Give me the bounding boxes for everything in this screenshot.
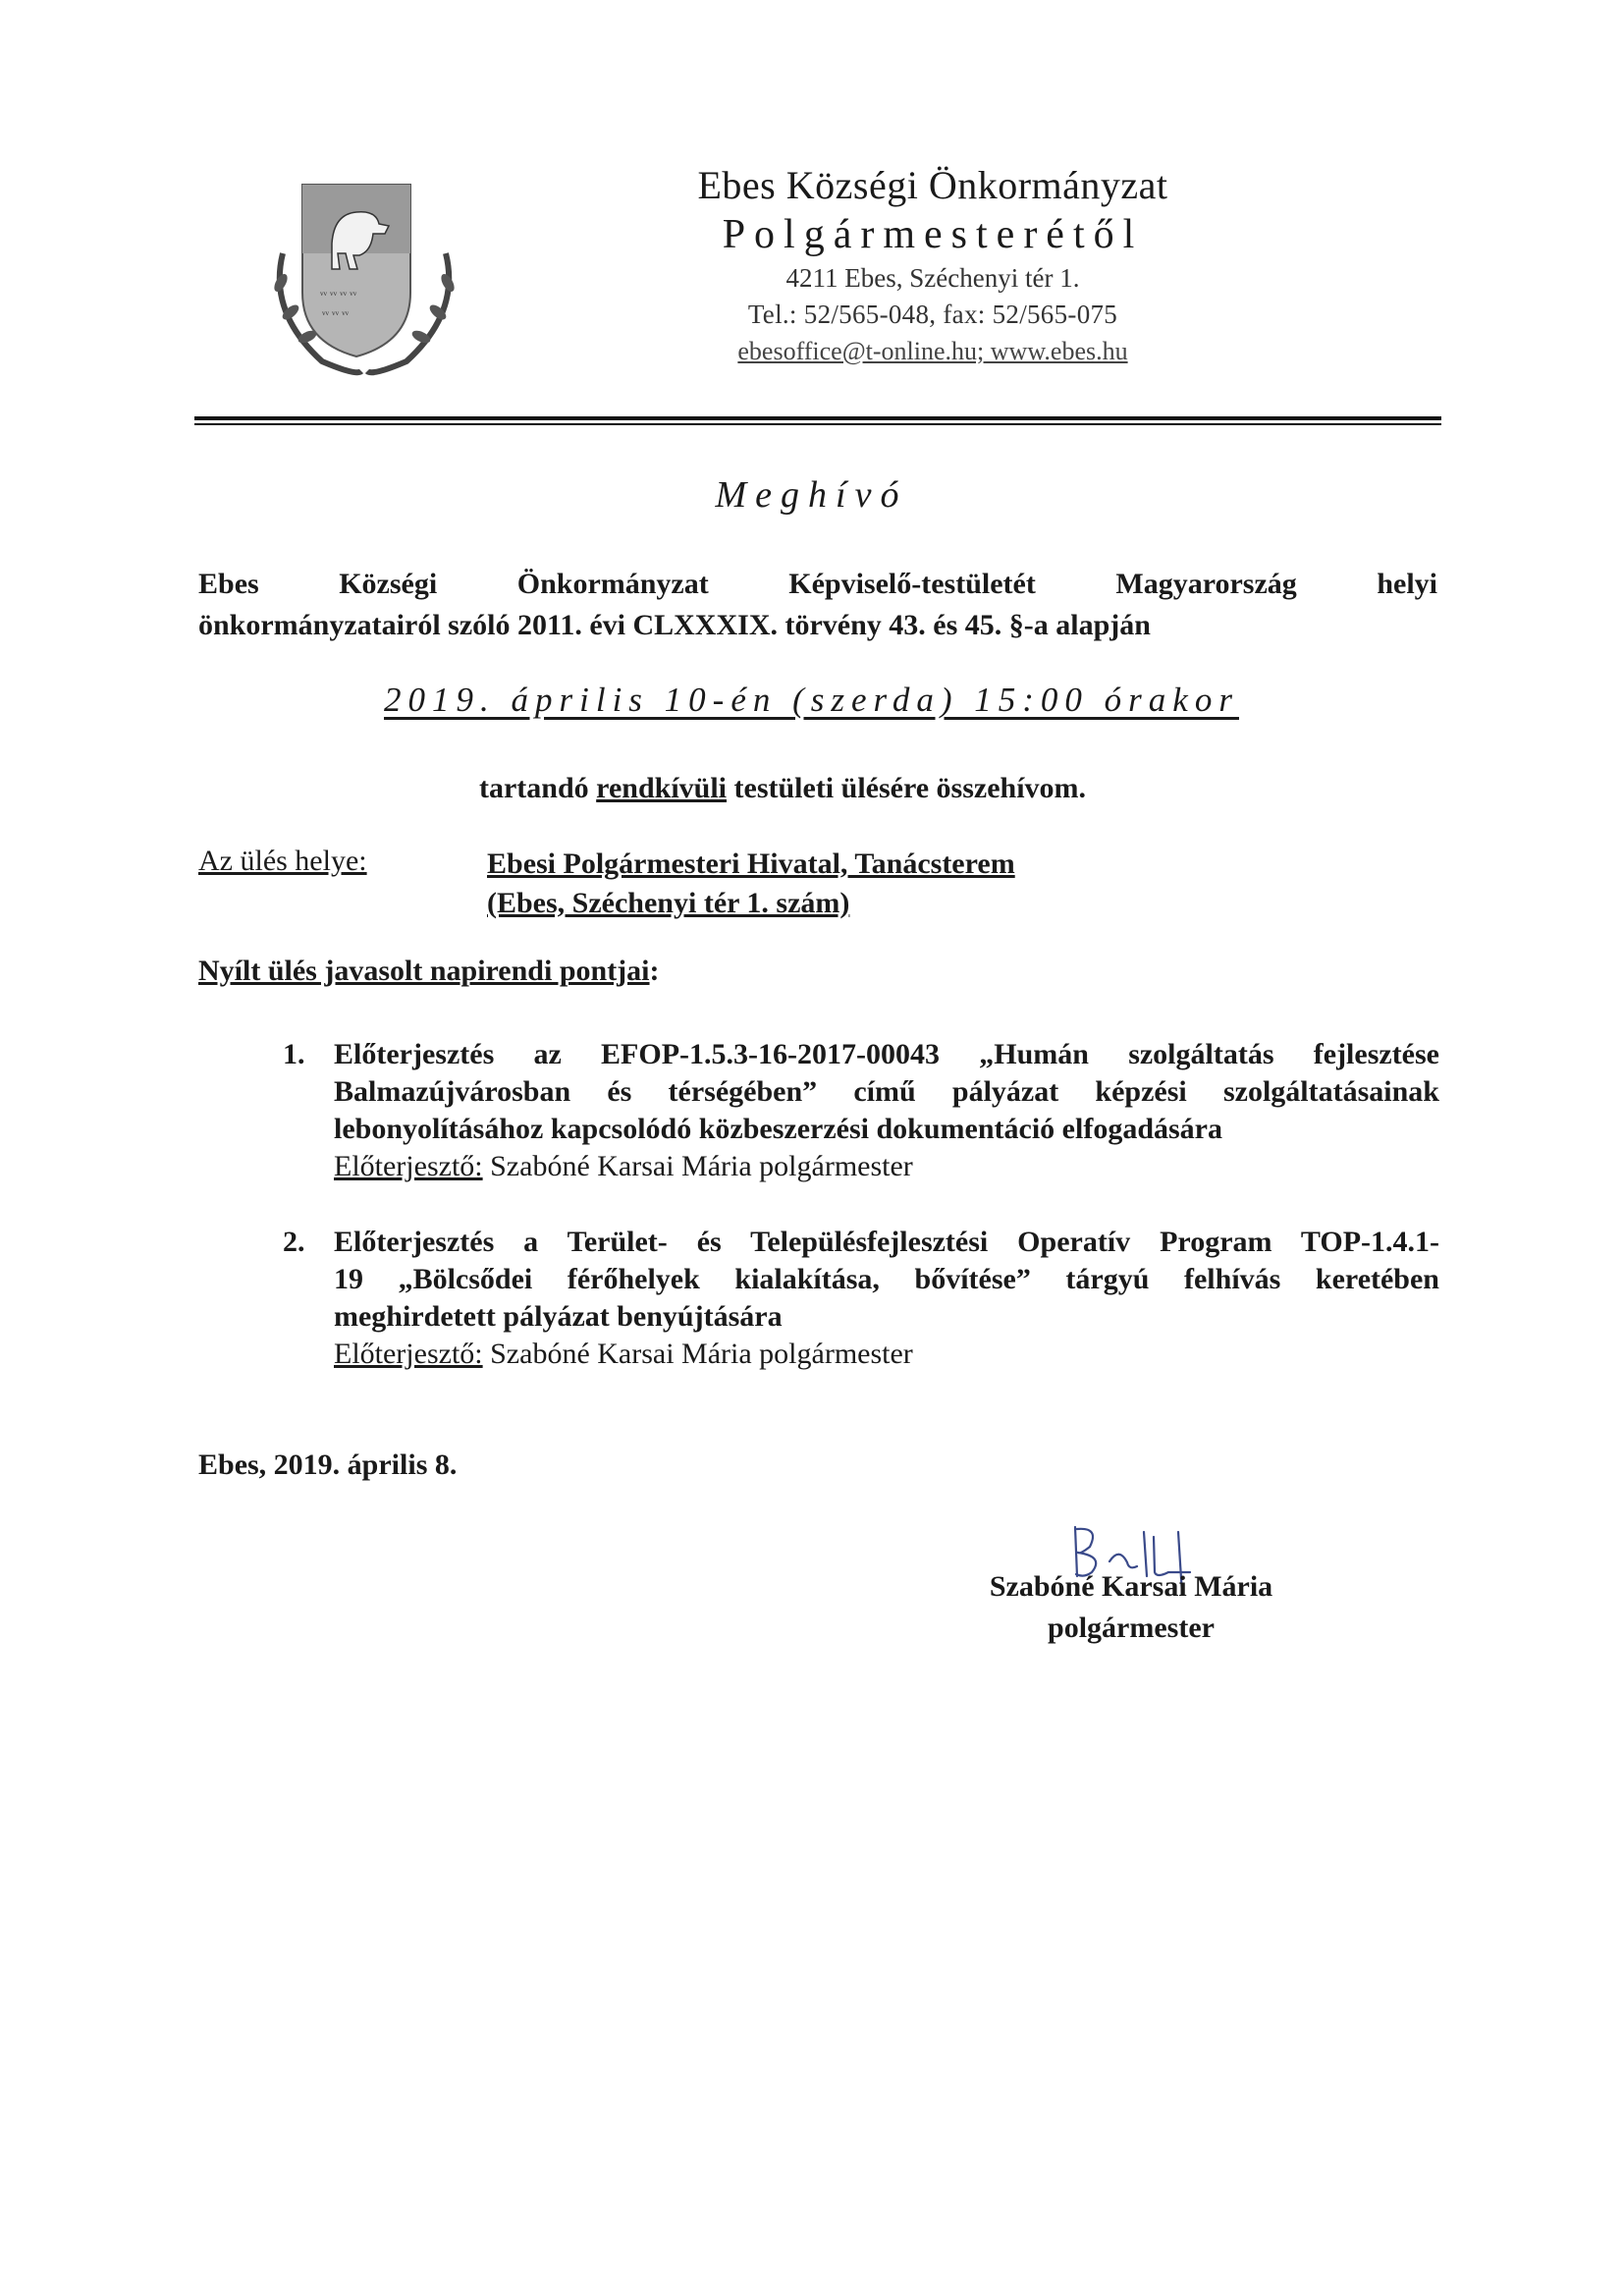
convene-suffix: testületi ülésére összehívom. xyxy=(733,772,1087,804)
intro-word: Önkormányzat xyxy=(516,568,709,600)
intro-word: Községi xyxy=(339,568,438,600)
agenda-item xyxy=(283,1224,1439,1373)
agenda-item-text: Előterjesztés az EFOP-1.5.3-16-2017-00043 „Humán szolgáltatás fejlesztése Balmazújvárosban és térségében” című pályázat képzési szolgáltatásainak lebonyolításához kapcsolódó közbeszerzési dokumentáció elfogadására Előterjesztő: Szabóné Karsai Mária polgármester xyxy=(334,1036,1439,1185)
place-label: Az ülés helye: xyxy=(198,845,367,877)
place-value xyxy=(487,845,1015,923)
agenda-item xyxy=(283,1036,1439,1185)
svg-text:ᵥᵥ ᵥᵥ ᵥᵥ: ᵥᵥ ᵥᵥ ᵥᵥ xyxy=(322,303,350,317)
agenda-heading: Nyílt ülés javasolt napirendi pontjai: xyxy=(198,955,660,987)
signer-title: polgármester xyxy=(1048,1612,1215,1644)
phone-fax: Tel.: 52/565-048, fax: 52/565-075 xyxy=(747,300,1118,329)
intro-paragraph xyxy=(198,564,1437,646)
email-web-links[interactable]: ebesoffice@t-online.hu; www.ebes.hu xyxy=(737,337,1128,365)
agenda-presenter: Előterjesztő: Szabóné Karsai Mária polgármester xyxy=(334,1150,913,1182)
header-divider-thin xyxy=(194,423,1441,425)
signature-block xyxy=(969,1566,1293,1649)
agenda-item-number: 1. xyxy=(283,1038,305,1070)
agenda-item-text: Előterjesztés a Terület- és Településfejlesztési Operatív Program TOP-1.4.1- 19 „Bölcsődei férőhelyek kialakítása, bővítése” tárgyú felhívás keretében meghirdetett pályázat benyújtására Előterjesztő: Szabóné Karsai Mária polgármester xyxy=(334,1224,1439,1373)
agenda-item-number: 2. xyxy=(283,1226,305,1258)
intro-word: helyi xyxy=(1377,568,1437,600)
convene-sentence xyxy=(479,772,1086,805)
coat-of-arms-icon xyxy=(263,175,465,381)
letterhead xyxy=(628,162,1237,369)
address: 4211 Ebes, Széchenyi tér 1. xyxy=(785,263,1080,293)
document-title: Meghívó xyxy=(715,474,908,516)
convene-prefix: tartandó xyxy=(479,772,589,804)
intro-line-2: önkormányzatairól szóló 2011. évi CLXXXIX. törvény 43. és 45. §-a alapján xyxy=(198,609,1151,641)
agenda-presenter: Előterjesztő: Szabóné Karsai Mária polgármester xyxy=(334,1338,913,1370)
convene-emphasis: rendkívüli xyxy=(596,772,728,804)
intro-word: Magyarország xyxy=(1115,568,1297,600)
intro-word: Ebes xyxy=(198,568,259,600)
office-name: Polgármesterétől xyxy=(722,212,1144,257)
signer-name: Szabóné Karsai Mária xyxy=(989,1570,1273,1603)
svg-text:ᵥᵥ ᵥᵥ ᵥᵥ ᵥᵥ: ᵥᵥ ᵥᵥ ᵥᵥ ᵥᵥ xyxy=(320,284,357,298)
intro-line-1 xyxy=(198,564,1437,605)
place-line-1: Ebesi Polgármesteri Hivatal, Tanácsterem xyxy=(487,847,1015,880)
intro-word: Képviselő-testületét xyxy=(788,568,1036,600)
header-divider-thick xyxy=(194,416,1441,420)
meeting-date-time: 2019. április 10-én (szerda) 15:00 órakor xyxy=(384,681,1239,719)
place-and-date: Ebes, 2019. április 8. xyxy=(198,1449,458,1481)
place-line-2: (Ebes, Széchenyi tér 1. szám) xyxy=(487,887,850,919)
organization-name: Ebes Községi Önkormányzat xyxy=(697,163,1168,207)
